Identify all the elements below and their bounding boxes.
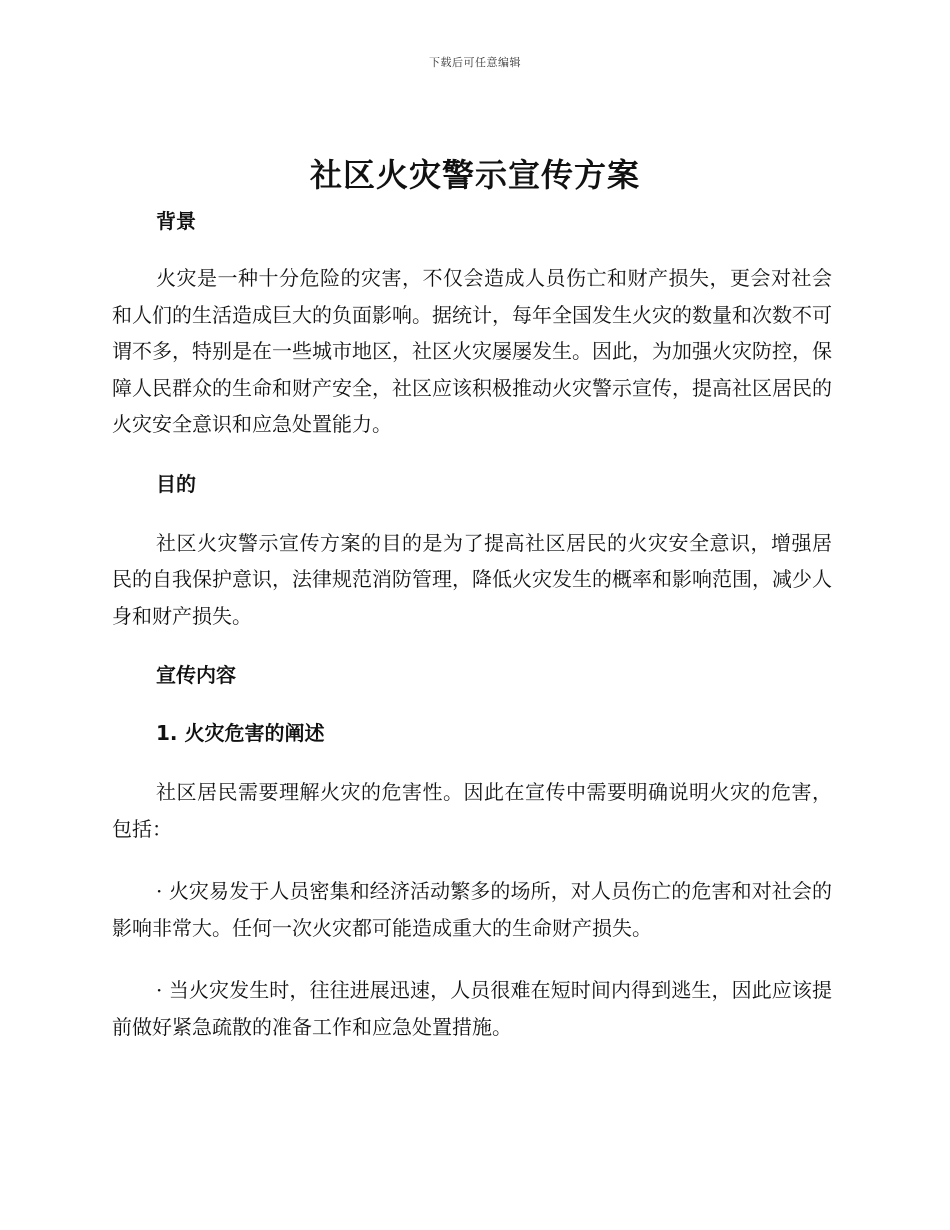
subsection-heading-hazards: 1. 火灾危害的阐述 [156, 721, 325, 745]
bullet-item-1: · 火灾易发于人员密集和经济活动繁多的场所，对人员伤亡的危害和对社会的影响非常大。任何一次火灾都可能造成重大的生命财产损失。 [112, 879, 832, 940]
document-title: 社区火灾警示宣传方案 [309, 156, 640, 194]
bullet-item-2: · 当火灾发生时，往往进展迅速，人员很难在短时间内得到逃生，因此应该提前做好紧急疏散的准备工作和应急处置措施。 [112, 978, 832, 1039]
document-body [112, 204, 832, 1045]
section-heading-content: 宣传内容 [156, 663, 236, 687]
section-heading-purpose: 目的 [156, 471, 196, 496]
header-note: 下载后可任意编辑 [429, 56, 521, 69]
paragraph-purpose: 社区火灾警示宣传方案的目的是为了提高社区居民的火灾安全意识，增强居民的自我保护意识，法律规范消防管理，降低火灾发生的概率和影响范围，减少人身和财产损失。 [112, 530, 832, 628]
section-heading-background: 背景 [156, 209, 196, 233]
paragraph-hazards-intro: 社区居民需要理解火灾的危害性。因此在宣传中需要明确说明火灾的危害，包括： [112, 780, 832, 841]
paragraph-background: 火灾是一种十分危险的灾害，不仅会造成人员伤亡和财产损失，更会对社会和人们的生活造成巨大的负面影响。据统计，每年全国发生火灾的数量和次数不可谓不多，特别是在一些城市地区，社区火灾屡屡发生。因此，为加强火灾防控，保障人民群众的生命和财产安全，社区应该积极推动火灾警示宣传，提高社区居民的火灾安全意识和应急处置能力。 [112, 266, 832, 436]
